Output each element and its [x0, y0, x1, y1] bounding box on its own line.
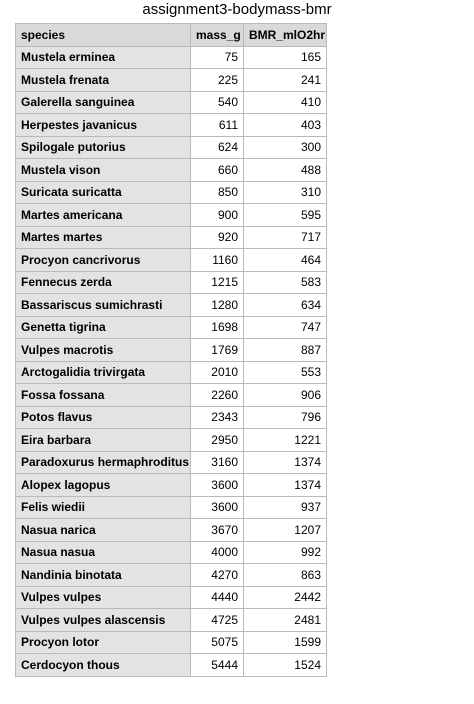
cell-bmr[interactable]: 300 [244, 136, 327, 159]
cell-mass-g[interactable]: 5444 [191, 654, 244, 677]
table-row [16, 496, 327, 519]
cell-mass-g[interactable]: 2260 [191, 384, 244, 407]
cell-bmr[interactable]: 403 [244, 114, 327, 137]
cell-mass-g[interactable]: 1215 [191, 271, 244, 294]
cell-mass-g[interactable]: 540 [191, 91, 244, 114]
cell-bmr[interactable]: 1599 [244, 631, 327, 654]
cell-mass-g[interactable]: 75 [191, 46, 244, 69]
cell-species[interactable]: Paradoxurus hermaphroditus [16, 451, 191, 474]
table-row [16, 361, 327, 384]
cell-mass-g[interactable]: 2950 [191, 429, 244, 452]
cell-mass-g[interactable]: 225 [191, 69, 244, 92]
cell-species[interactable]: Herpestes javanicus [16, 114, 191, 137]
table-row [16, 136, 327, 159]
cell-bmr[interactable]: 906 [244, 384, 327, 407]
cell-bmr[interactable]: 310 [244, 181, 327, 204]
cell-bmr[interactable]: 1374 [244, 474, 327, 497]
table-row [16, 204, 327, 227]
cell-mass-g[interactable]: 1280 [191, 294, 244, 317]
cell-species[interactable]: Felis wiedii [16, 496, 191, 519]
document-title: assignment3-bodymass-bmr [142, 1, 332, 18]
cell-mass-g[interactable]: 900 [191, 204, 244, 227]
header-mass-g[interactable]: mass_g [191, 24, 244, 47]
table-row [16, 181, 327, 204]
table-row [16, 451, 327, 474]
table-row [16, 519, 327, 542]
cell-species[interactable]: Cerdocyon thous [16, 654, 191, 677]
table-row [16, 159, 327, 182]
table-row [16, 406, 327, 429]
table-row [16, 654, 327, 677]
table-row [16, 541, 327, 564]
cell-bmr[interactable]: 595 [244, 204, 327, 227]
table-row [16, 249, 327, 272]
cell-mass-g[interactable]: 5075 [191, 631, 244, 654]
cell-bmr[interactable]: 937 [244, 496, 327, 519]
cell-bmr[interactable]: 747 [244, 316, 327, 339]
cell-mass-g[interactable]: 4725 [191, 609, 244, 632]
cell-bmr[interactable]: 464 [244, 249, 327, 272]
cell-bmr[interactable]: 717 [244, 226, 327, 249]
cell-bmr[interactable]: 992 [244, 541, 327, 564]
table-row [16, 384, 327, 407]
header-bmr[interactable]: BMR_mlO2hr [244, 24, 327, 47]
table-row [16, 294, 327, 317]
cell-species[interactable]: Mustela erminea [16, 46, 191, 69]
cell-mass-g[interactable]: 1698 [191, 316, 244, 339]
cell-mass-g[interactable]: 4000 [191, 541, 244, 564]
cell-mass-g[interactable]: 624 [191, 136, 244, 159]
cell-mass-g[interactable]: 611 [191, 114, 244, 137]
cell-bmr[interactable]: 165 [244, 46, 327, 69]
cell-species[interactable]: Martes americana [16, 204, 191, 227]
cell-species[interactable]: Arctogalidia trivirgata [16, 361, 191, 384]
cell-species[interactable]: Nasua narica [16, 519, 191, 542]
table-row [16, 271, 327, 294]
table-row [16, 609, 327, 632]
table-row [16, 631, 327, 654]
cell-bmr[interactable]: 1374 [244, 451, 327, 474]
cell-mass-g[interactable]: 4440 [191, 586, 244, 609]
table-row [16, 91, 327, 114]
cell-mass-g[interactable]: 2343 [191, 406, 244, 429]
table-row [16, 69, 327, 92]
cell-bmr[interactable]: 1221 [244, 429, 327, 452]
cell-bmr[interactable]: 1207 [244, 519, 327, 542]
cell-species[interactable]: Spilogale putorius [16, 136, 191, 159]
cell-species[interactable]: Vulpes vulpes [16, 586, 191, 609]
cell-mass-g[interactable]: 920 [191, 226, 244, 249]
cell-species[interactable]: Fossa fossana [16, 384, 191, 407]
cell-bmr[interactable]: 553 [244, 361, 327, 384]
cell-bmr[interactable]: 796 [244, 406, 327, 429]
cell-bmr[interactable]: 583 [244, 271, 327, 294]
cell-species[interactable]: Bassariscus sumichrasti [16, 294, 191, 317]
table-row [16, 46, 327, 69]
cell-species[interactable]: Nasua nasua [16, 541, 191, 564]
cell-mass-g[interactable]: 3600 [191, 496, 244, 519]
cell-bmr[interactable]: 241 [244, 69, 327, 92]
table-row [16, 429, 327, 452]
cell-species[interactable]: Martes martes [16, 226, 191, 249]
cell-species[interactable]: Procyon lotor [16, 631, 191, 654]
cell-species[interactable]: Nandinia binotata [16, 564, 191, 587]
table-row [16, 226, 327, 249]
header-species[interactable]: species [16, 24, 191, 47]
cell-species[interactable]: Vulpes macrotis [16, 339, 191, 362]
table-row [16, 316, 327, 339]
cell-species[interactable]: Eira barbara [16, 429, 191, 452]
cell-bmr[interactable]: 1524 [244, 654, 327, 677]
table-row [16, 114, 327, 137]
cell-mass-g[interactable]: 850 [191, 181, 244, 204]
cell-mass-g[interactable]: 3160 [191, 451, 244, 474]
cell-species[interactable]: Alopex lagopus [16, 474, 191, 497]
cell-species[interactable]: Galerella sanguinea [16, 91, 191, 114]
table-row [16, 339, 327, 362]
cell-bmr[interactable]: 2481 [244, 609, 327, 632]
cell-mass-g[interactable]: 1160 [191, 249, 244, 272]
cell-mass-g[interactable]: 4270 [191, 564, 244, 587]
cell-bmr[interactable]: 887 [244, 339, 327, 362]
table-body [16, 46, 327, 676]
table-row [16, 586, 327, 609]
cell-species[interactable]: Fennecus zerda [16, 271, 191, 294]
header-row [16, 24, 327, 47]
cell-mass-g[interactable]: 1769 [191, 339, 244, 362]
table-row [16, 474, 327, 497]
cell-mass-g[interactable]: 3670 [191, 519, 244, 542]
cell-species[interactable]: Mustela frenata [16, 69, 191, 92]
data-table [15, 23, 327, 677]
cell-mass-g[interactable]: 660 [191, 159, 244, 182]
cell-species[interactable]: Mustela vison [16, 159, 191, 182]
cell-species[interactable]: Vulpes vulpes alascensis [16, 609, 191, 632]
cell-bmr[interactable]: 863 [244, 564, 327, 587]
cell-mass-g[interactable]: 2010 [191, 361, 244, 384]
cell-species[interactable]: Potos flavus [16, 406, 191, 429]
cell-species[interactable]: Genetta tigrina [16, 316, 191, 339]
cell-mass-g[interactable]: 3600 [191, 474, 244, 497]
cell-bmr[interactable]: 410 [244, 91, 327, 114]
cell-bmr[interactable]: 634 [244, 294, 327, 317]
cell-species[interactable]: Suricata suricatta [16, 181, 191, 204]
cell-bmr[interactable]: 2442 [244, 586, 327, 609]
cell-species[interactable]: Procyon cancrivorus [16, 249, 191, 272]
table-row [16, 564, 327, 587]
cell-bmr[interactable]: 488 [244, 159, 327, 182]
